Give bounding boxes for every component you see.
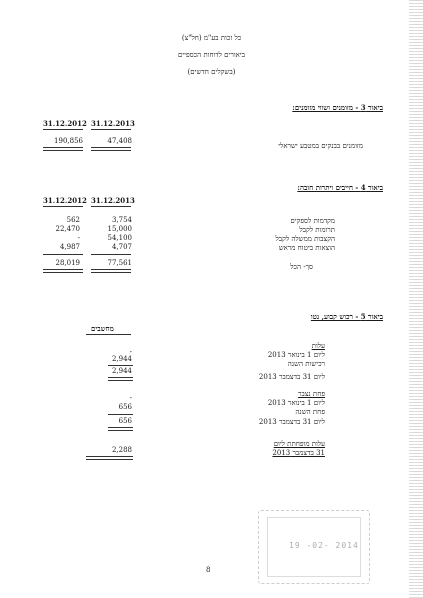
note5-cost-add-label: רכישות השנה xyxy=(287,360,325,368)
note4-2012-subtotal-rule xyxy=(43,254,83,255)
note4-2012-total-rule xyxy=(43,269,83,273)
note3-heading: ביאור 3 - מזומנים ושווי מזומנים: xyxy=(292,103,383,112)
page-title: ביאורים לדוחות הכספיים xyxy=(177,51,246,59)
note4-2013-total-rule xyxy=(91,269,131,273)
note5-dep-close-label: ליום 31 בדצמבר 2013 xyxy=(258,418,325,426)
note5-col-header: מחשבים xyxy=(91,324,114,333)
note3-col-2012: 31.12.2012 xyxy=(43,119,87,128)
note5-dep-title: פחת נצבר xyxy=(297,390,325,398)
note5-net-date-label: 31 בדצמבר 2013 xyxy=(272,449,325,457)
note5-net-title: עלות מופחתת ליום xyxy=(273,440,325,448)
note3-2013-total-rule xyxy=(91,147,131,151)
note4-row-2012: - xyxy=(77,234,80,242)
note4-row-label: הוצאות ביטוח מראש xyxy=(278,244,335,252)
note5-net-value: 2,288 xyxy=(111,446,132,454)
note4-total-label: סך- הכל xyxy=(290,263,313,271)
note3-row-label: מזומנים בבנקים במטבע ישראלי xyxy=(278,142,363,150)
note3-row-2012: 190,856 xyxy=(54,137,83,145)
note5-cost-total-rule xyxy=(108,377,133,381)
note5-cost-add-value: 2,944 xyxy=(111,355,132,363)
note4-total-2013: 77,561 xyxy=(107,259,132,267)
page-number: 8 xyxy=(206,566,211,574)
note4-total-2012: 28,019 xyxy=(55,259,80,267)
note4-row-2013: 15,000 xyxy=(107,225,132,233)
org-name: כל זכות בע"מ (חל"צ) xyxy=(181,34,242,42)
note3-row-2013: 47,408 xyxy=(107,137,132,145)
note5-cost-close-label: ליום 31 בדצמבר 2013 xyxy=(258,373,325,381)
note5-cost-rule xyxy=(108,365,133,366)
note5-cost-open-label: ליום 1 בינואר 2013 xyxy=(267,351,325,359)
note5-col-header-rule xyxy=(86,334,131,335)
note4-row-2013: 4,707 xyxy=(111,243,132,251)
note4-row-2012: 562 xyxy=(66,216,80,224)
note5-dep-add-label: פחת השנה xyxy=(295,408,325,416)
note4-heading: ביאור 4 - חייבים ויתרות חובה: xyxy=(297,183,383,192)
note4-row-label: מקדמות לספקים xyxy=(290,217,335,225)
note5-dep-rule xyxy=(108,414,133,415)
note5-cost-close-value: 2,944 xyxy=(111,367,132,375)
note5-dep-close-value: 656 xyxy=(118,417,132,425)
received-stamp xyxy=(258,510,370,584)
note4-row-label: הקצבות ממשלה לקבל xyxy=(275,235,335,243)
currency-subtitle: (בשקלים חדשים) xyxy=(187,68,236,76)
note4-2013-subtotal-rule xyxy=(91,254,131,255)
note4-row-2013: 3,754 xyxy=(111,216,132,224)
note4-row-2013: 54,100 xyxy=(107,234,132,242)
note3-col-2012-rule xyxy=(43,129,83,130)
note5-dep-total-rule xyxy=(108,427,133,431)
stamp-date: 19 -02- 2014 xyxy=(289,541,359,550)
note3-2012-total-rule xyxy=(43,147,83,151)
note4-col-2012-rule xyxy=(43,206,83,207)
note5-net-total-rule xyxy=(86,456,133,460)
note4-col-2012: 31.12.2012 xyxy=(43,196,87,205)
note3-col-2013-rule xyxy=(91,129,131,130)
binder-edge xyxy=(409,0,423,598)
note4-row-label: תרומות לקבל xyxy=(299,226,335,234)
note4-row-2012: 4,987 xyxy=(59,243,80,251)
note5-cost-title: עלות xyxy=(311,342,325,350)
note4-col-2013: 31.12.2013 xyxy=(91,196,135,205)
note5-cost-open-value: - xyxy=(129,348,132,356)
note3-col-2013: 31.12.2013 xyxy=(91,119,135,128)
note4-col-2013-rule xyxy=(91,206,131,207)
note5-dep-open-value: - xyxy=(129,394,132,402)
note4-row-2012: 22,470 xyxy=(55,225,80,233)
note5-dep-add-value: 656 xyxy=(118,403,132,411)
note5-dep-open-label: ליום 1 בינואר 2013 xyxy=(267,399,325,407)
note5-heading: ביאור 5 - רכוש קבוע, נטו xyxy=(310,312,383,321)
